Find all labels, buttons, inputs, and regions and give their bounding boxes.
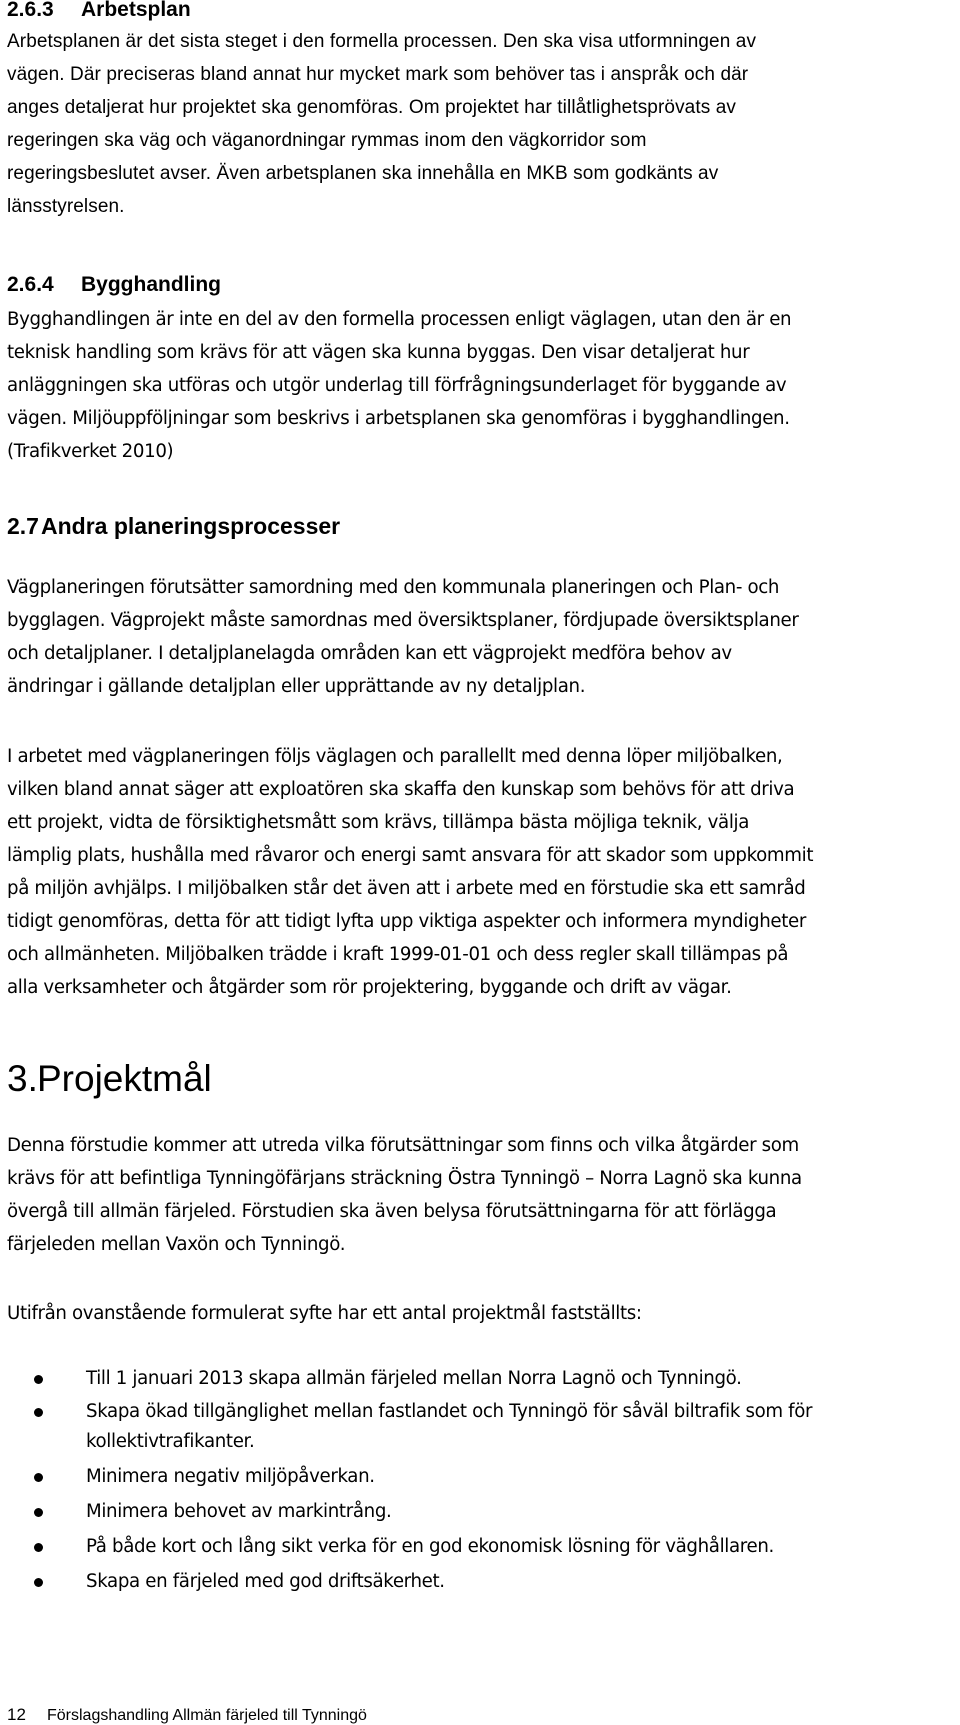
- text-line: vägen. Miljöuppföljningar som beskrivs i arbetsplanen ska genomföras i bygghandlingen.: [7, 408, 790, 429]
- text-line: och allmänheten. Miljöbalken trädde i kraft 1999-01-01 och dess regler skall tillämpas på: [7, 944, 789, 965]
- heading-2-7: [7, 512, 947, 540]
- heading-number: 3.: [7, 1058, 38, 1099]
- text-line: Bygghandlingen är inte en del av den formella processen enligt väglagen, utan den är en: [7, 309, 792, 330]
- bullet-icon: [34, 1408, 43, 1417]
- text-line: färjeleden mellan Vaxön och Tynningö.: [7, 1234, 346, 1255]
- paragraph-planering-1: [7, 571, 947, 703]
- text-line: länsstyrelsen.: [7, 196, 125, 217]
- heading-title: Arbetsplan: [81, 0, 191, 21]
- paragraph-bygghandling: [7, 303, 947, 468]
- list-item: [7, 1532, 947, 1562]
- list-item-text: På både kort och lång sikt verka för en god ekonomisk lösning för väghållaren.: [86, 1536, 774, 1557]
- heading-number: 2.7: [7, 513, 39, 539]
- bullet-icon: [34, 1508, 43, 1517]
- page-number: 12: [7, 1705, 26, 1724]
- text-line: ett projekt, vidta de försiktighetsmått som krävs, tillämpa bästa möjliga teknik, välja: [7, 812, 750, 833]
- heading-number: 2.6.4: [7, 273, 54, 296]
- footer-text: Förslagshandling Allmän färjeled till Tynningö: [47, 1707, 367, 1724]
- text-line: bygglagen. Vägprojekt måste samordnas med översiktsplaner, fördjupade översiktsplaner: [7, 610, 799, 631]
- list-item-text: Minimera negativ miljöpåverkan.: [86, 1466, 375, 1487]
- text-line: vilken bland annat säger att exploatören ska skaffa den kunskap som behövs för att driva: [7, 779, 795, 800]
- list-item-text: Skapa ökad tillgänglighet mellan fastlandet och Tynningö för såväl biltrafik som för: [86, 1401, 813, 1422]
- bullet-icon: [34, 1473, 43, 1482]
- text-line: regeringsbeslutet avser. Även arbetsplanen ska innehålla en MKB som godkänts av: [7, 163, 719, 184]
- paragraph-projektmal: [7, 1129, 947, 1261]
- list-item-text: Minimera behovet av markintrång.: [86, 1501, 392, 1522]
- text-line: I arbetet med vägplaneringen följs väglagen och parallellt med denna löper miljöbalken,: [7, 746, 783, 767]
- list-item-text: kollektivtrafikanter.: [86, 1431, 255, 1452]
- text-line: Denna förstudie kommer att utreda vilka förutsättningar som finns och vilka åtgärder som: [7, 1135, 799, 1156]
- bullet-icon: [34, 1375, 43, 1384]
- list-item: [7, 1397, 947, 1427]
- text-line: alla verksamheter och åtgärder som rör projektering, byggande och drift av vägar.: [7, 977, 732, 998]
- bullet-icon: [34, 1578, 43, 1587]
- heading-number: 2.6.3: [7, 0, 54, 21]
- heading-title: Projektmål: [37, 1058, 212, 1099]
- paragraph-arbetsplan: [7, 25, 947, 223]
- text-line: på miljön avhjälps. I miljöbalken står det även att i arbete med en förstudie ska ett samråd: [7, 878, 806, 899]
- text-line: krävs för att befintliga Tynningöfärjans sträckning Östra Tynningö – Norra Lagnö ska kunna: [7, 1168, 802, 1189]
- heading-2-6-3: [7, 0, 947, 22]
- bullet-icon: [34, 1543, 43, 1552]
- text-line: anläggningen ska utföras och utgör underlag till förfrågningsunderlaget för byggande av: [7, 375, 787, 396]
- text-line: och detaljplaner. I detaljplanelagda områden kan ett vägprojekt medföra behov av: [7, 643, 732, 664]
- text-line: vägen. Där preciseras bland annat hur mycket mark som behöver tas i anspråk och där: [7, 64, 749, 85]
- page-footer: [7, 1706, 367, 1725]
- text-line: lämplig plats, hushålla med råvaror och energi samt ansvara för att skador som uppkommit: [7, 845, 814, 866]
- paragraph-intro: [7, 1297, 947, 1330]
- heading-2-6-4: [7, 273, 947, 297]
- text-line: tidigt genomföras, detta för att tidigt lyfta upp viktiga aspekter och informera myndigheter: [7, 911, 806, 932]
- list-item: [7, 1567, 947, 1597]
- list-item: [7, 1462, 947, 1492]
- heading-title: Bygghandling: [81, 273, 221, 296]
- text-line: Vägplaneringen förutsätter samordning med den kommunala planeringen och Plan- och: [7, 577, 780, 598]
- text-line: anges detaljerat hur projektet ska genomföras. Om projektet har tillåtlighetsprövats av: [7, 97, 736, 118]
- text-line: teknisk handling som krävs för att vägen ska kunna byggas. Den visar detaljerat hur: [7, 342, 750, 363]
- goals-list: [7, 1364, 947, 1597]
- text-line: övergå till allmän färjeled. Förstudien ska även belysa förutsättningarna för att förlägga: [7, 1201, 777, 1222]
- list-item: [7, 1497, 947, 1527]
- heading-3: [7, 1057, 947, 1101]
- list-item-continuation: [7, 1427, 947, 1457]
- text-line: Utifrån ovanstående formulerat syfte har ett antal projektmål fastställts:: [7, 1303, 642, 1324]
- list-item: [7, 1364, 947, 1394]
- paragraph-planering-2: [7, 740, 947, 1004]
- text-line: Arbetsplanen är det sista steget i den formella processen. Den ska visa utformningen av: [7, 31, 757, 52]
- text-line: ändringar i gällande detaljplan eller upprättande av ny detaljplan.: [7, 676, 586, 697]
- heading-title: Andra planeringsprocesser: [41, 513, 341, 539]
- text-line: regeringen ska väg och väganordningar rymmas inom den vägkorridor som: [7, 130, 647, 151]
- list-item-text: Skapa en färjeled med god driftsäkerhet.: [86, 1571, 445, 1592]
- list-item-text: Till 1 januari 2013 skapa allmän färjeled mellan Norra Lagnö och Tynningö.: [86, 1368, 742, 1389]
- text-line: (Trafikverket 2010): [7, 441, 174, 462]
